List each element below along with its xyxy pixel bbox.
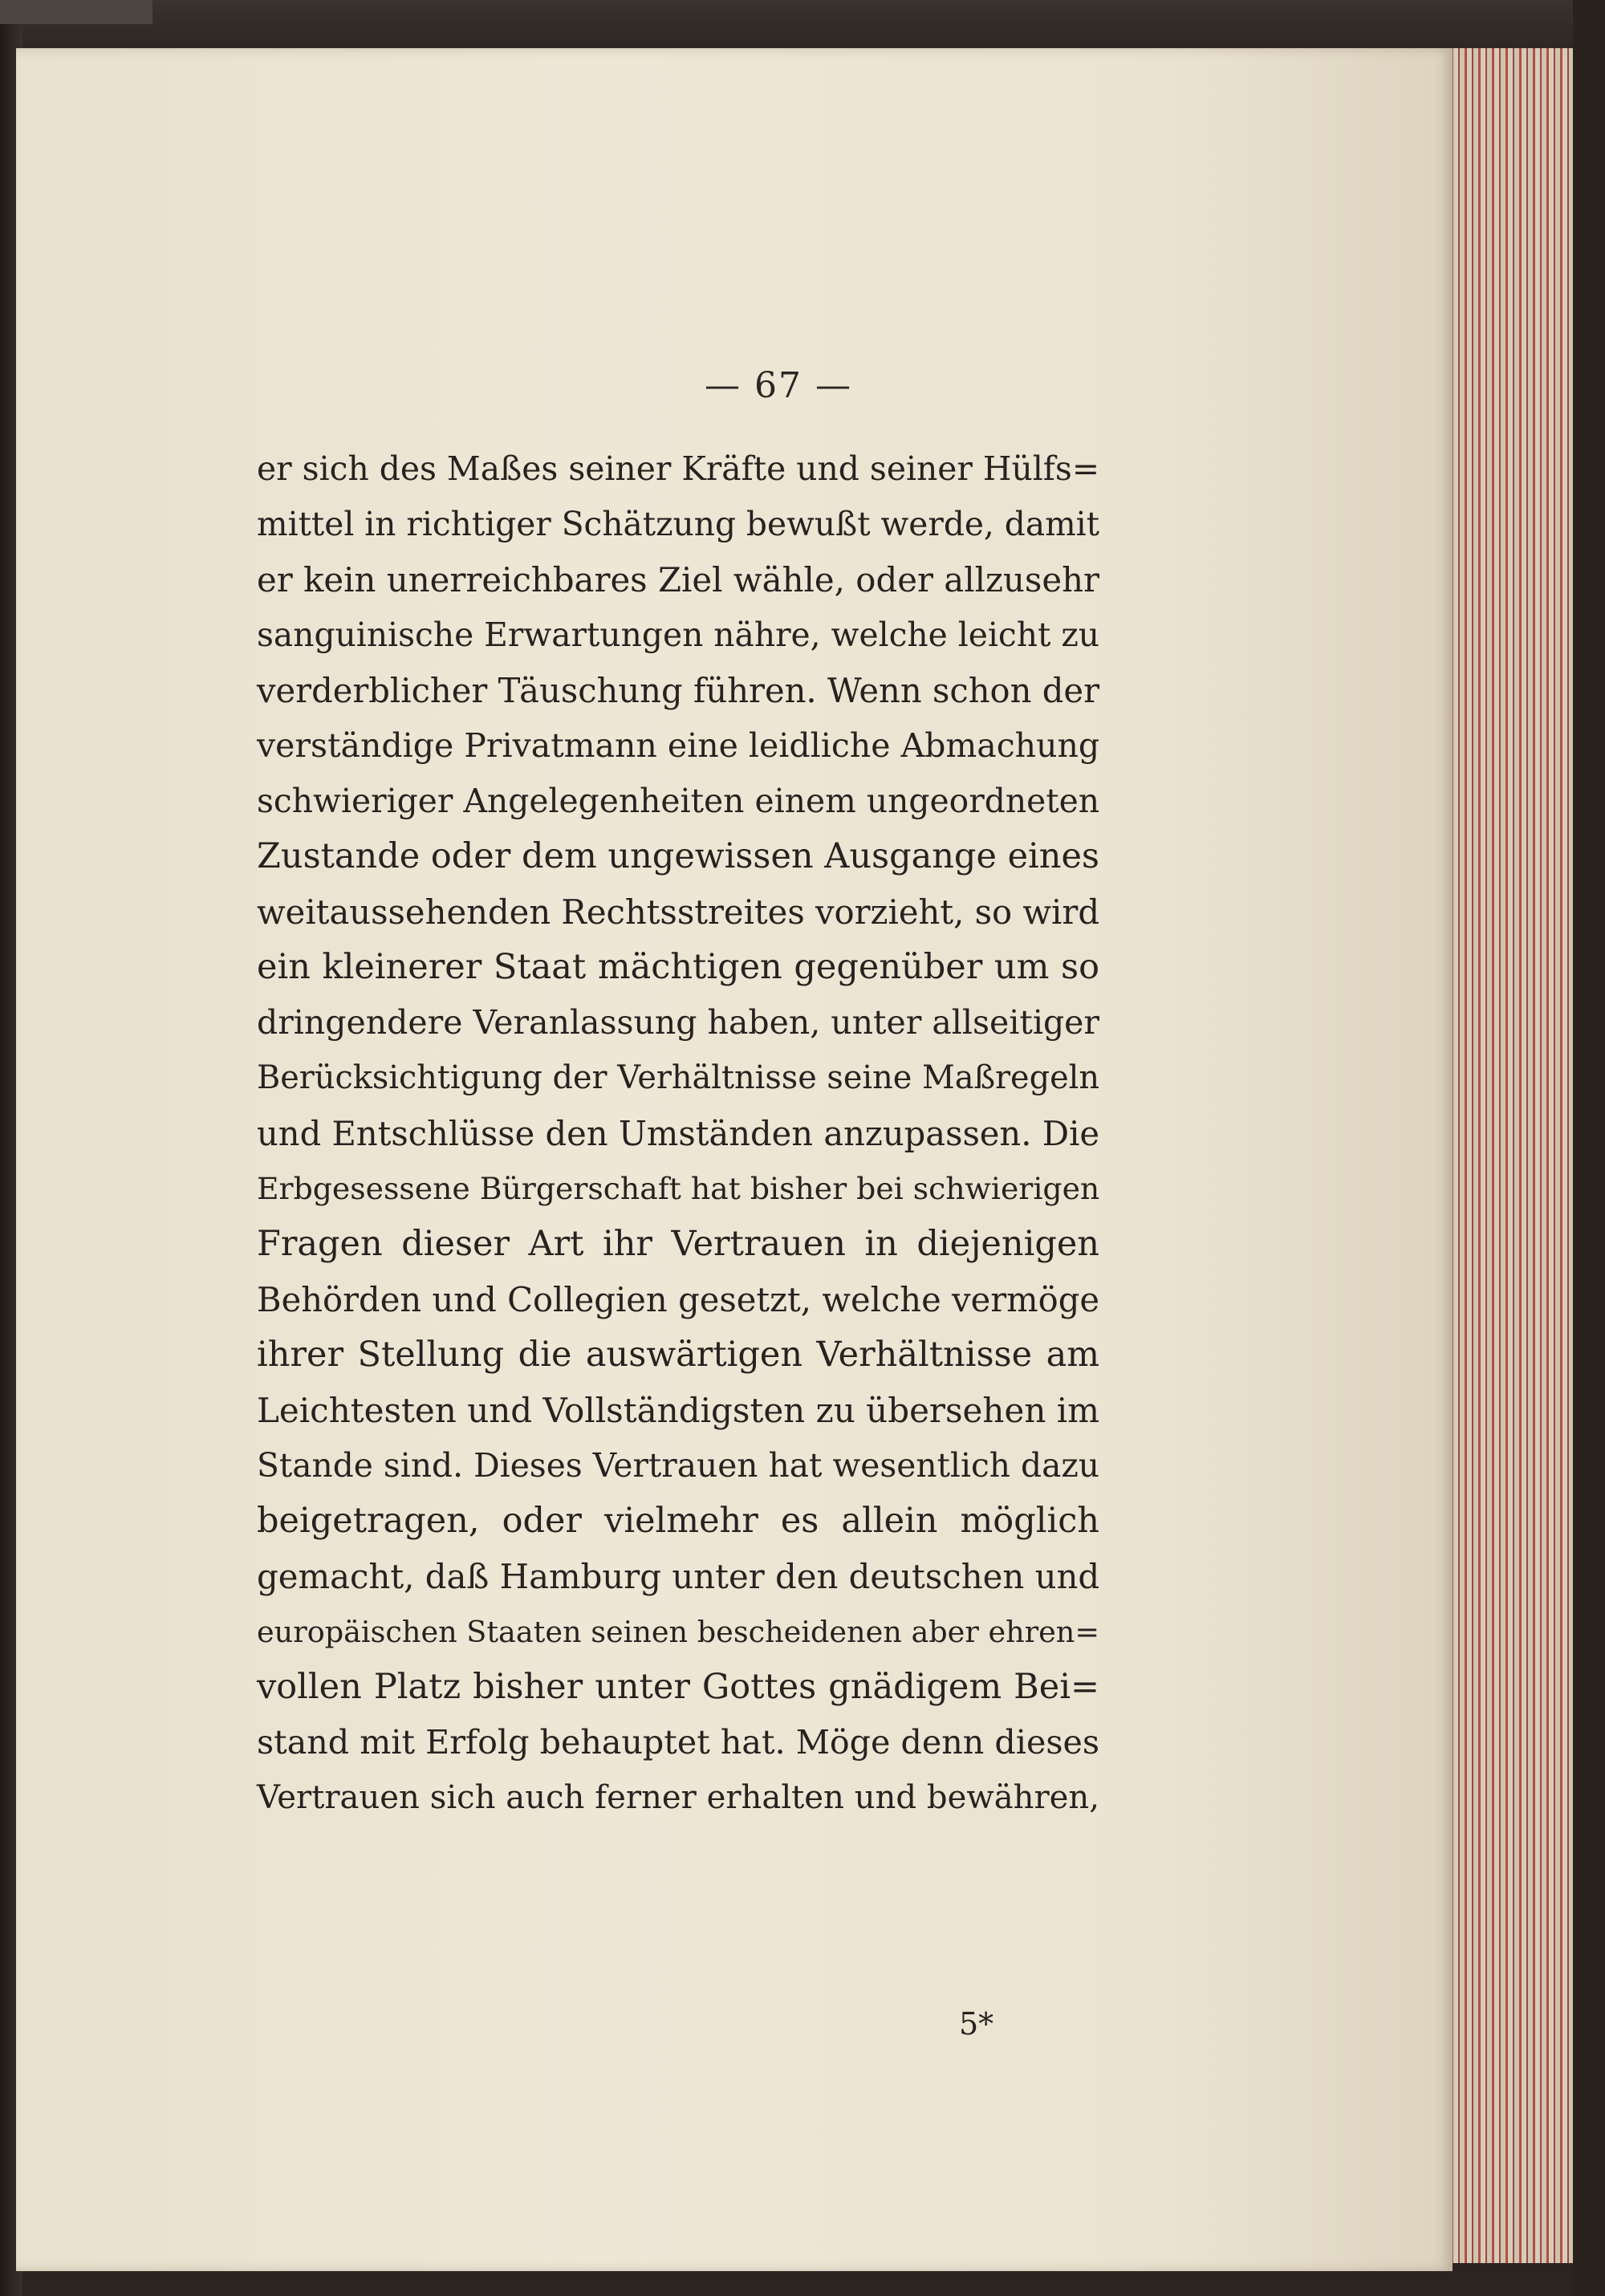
text-line: mittel in richtiger Schätzung bewußt werde, damit xyxy=(257,505,1099,543)
text-line: dringendere Veranlassung haben, unter allseitiger xyxy=(257,1003,1099,1042)
text-line: beigetragen, oder vielmehr es allein möglich xyxy=(257,1501,1099,1541)
text-line: ihrer Stellung die auswärtigen Verhältnisse am xyxy=(257,1335,1099,1375)
text-line: ein kleinerer Staat mächtigen gegenüber um so xyxy=(257,947,1099,987)
book-cover-right xyxy=(1573,0,1605,2296)
text-line: Fragen dieser Art ihr Vertrauen in diejenigen xyxy=(257,1224,1099,1264)
text-line: er sich des Maßes seiner Kräfte und seiner Hülfs= xyxy=(257,449,1099,488)
page-number: — 67 — xyxy=(705,365,852,406)
text-line: Zustande oder dem ungewissen Ausgange eines xyxy=(257,836,1099,876)
signature-mark: 5* xyxy=(959,2006,994,2042)
text-line: Leichtesten und Vollständigsten zu übersehen im xyxy=(257,1391,1099,1430)
body-text xyxy=(257,441,1099,1826)
text-line: Berücksichtigung der Verhältnisse seine Maßregeln xyxy=(257,1059,1099,1096)
text-line: vollen Platz bisher unter Gottes gnädigem Bei= xyxy=(257,1667,1099,1707)
text-line: stand mit Erfolg behauptet hat. Möge denn dieses xyxy=(257,1723,1099,1762)
text-line: er kein unerreichbares Ziel wähle, oder allzusehr xyxy=(257,560,1099,599)
text-line: Vertrauen sich auch ferner erhalten und bewähren, xyxy=(257,1779,1099,1816)
text-line: Behörden und Collegien gesetzt, welche vermöge xyxy=(257,1280,1099,1319)
text-line: sanguinische Erwartungen nähre, welche leicht zu xyxy=(257,616,1100,654)
text-line: schwieriger Angelegenheiten einem ungeordneten xyxy=(257,782,1099,820)
text-line: gemacht, daß Hamburg unter den deutschen und xyxy=(257,1557,1100,1596)
text-line: weitaussehenden Rechtsstreites vorzieht, so wird xyxy=(257,892,1099,932)
corner-tab xyxy=(0,0,152,24)
text-line: und Entschlüsse den Umständen anzupassen. Die xyxy=(257,1114,1099,1153)
text-line: verderblicher Täuschung führen. Wenn schon der xyxy=(257,671,1099,710)
text-line: Stande sind. Dieses Vertrauen hat wesentlich dazu xyxy=(257,1446,1099,1485)
text-line: europäischen Staaten seinen bescheidenen aber ehren= xyxy=(257,1615,1099,1649)
text-line: verständige Privatmann eine leidliche Abmachung xyxy=(257,726,1100,765)
text-line: Erbgesessene Bürgerschaft hat bisher bei schwierigen xyxy=(257,1171,1100,1206)
page-edges xyxy=(1444,48,1575,2263)
